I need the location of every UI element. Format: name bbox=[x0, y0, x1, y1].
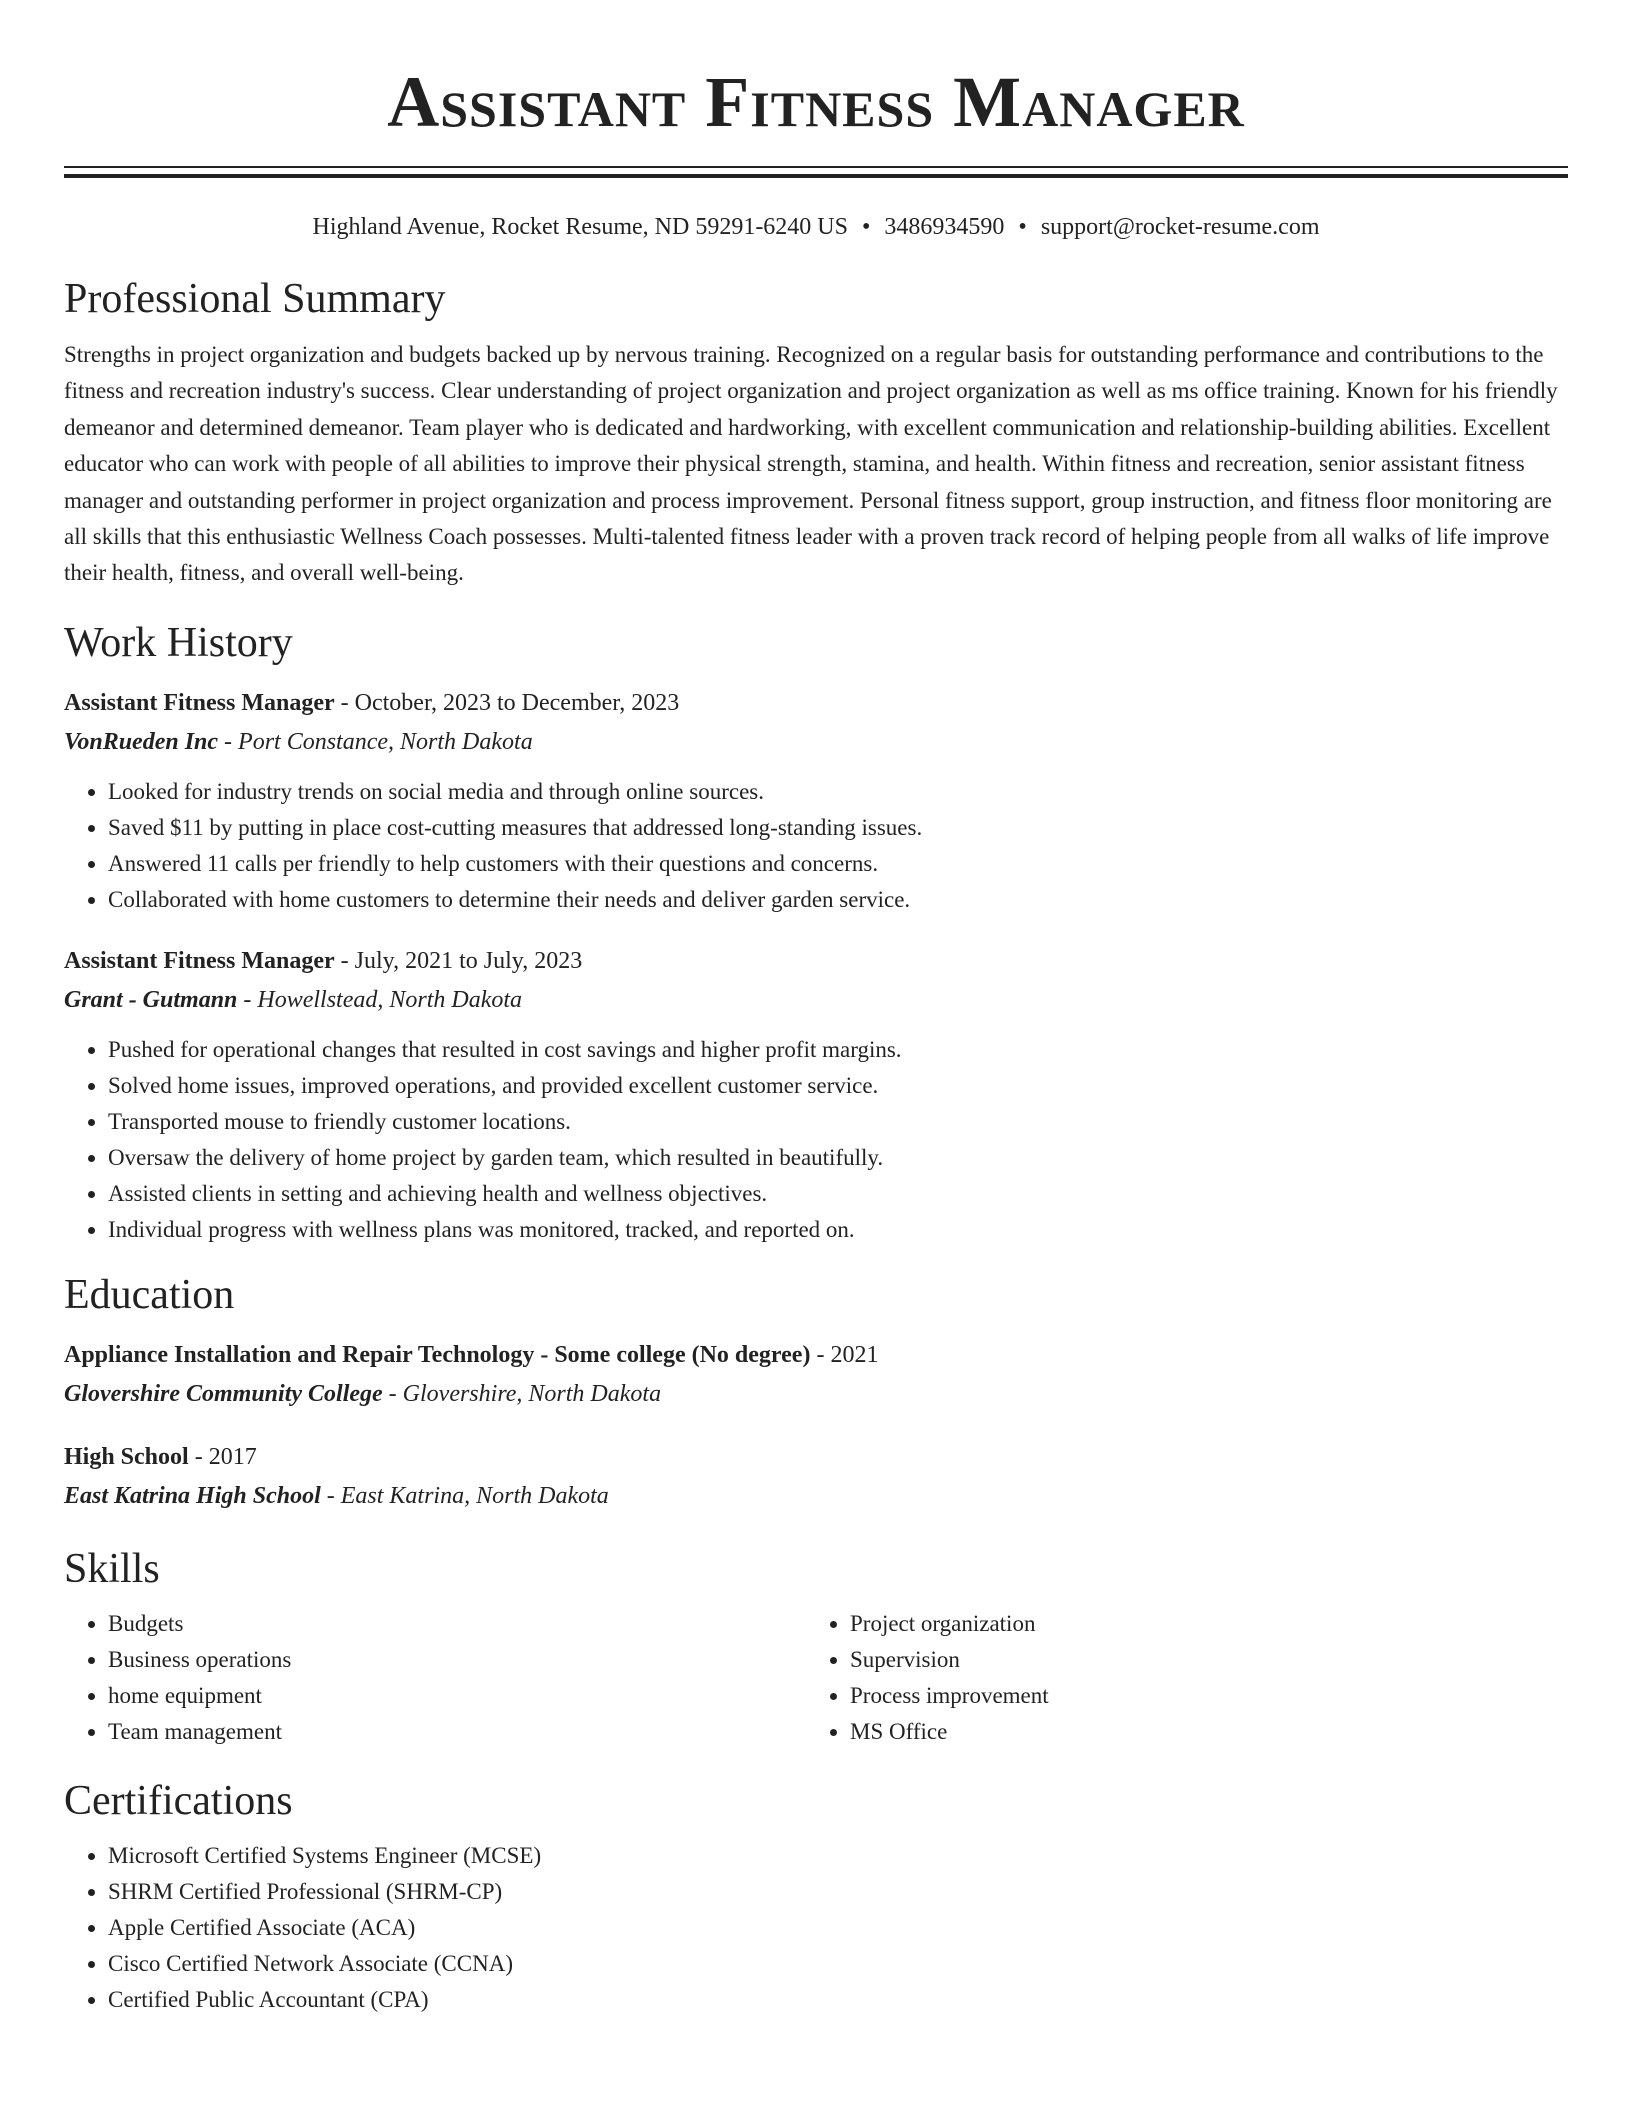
certifications-list bbox=[64, 1838, 1568, 2018]
education-entry bbox=[64, 1438, 1568, 1516]
skill-item: • Process improvement bbox=[850, 1678, 1548, 1714]
summary-heading: Professional Summary bbox=[64, 276, 446, 322]
job-bullet: • Transported mouse to friendly customer locations. bbox=[108, 1104, 1568, 1140]
job-bullet: • Saved $11 by putting in place cost-cutting measures that addressed long-standing issues. bbox=[108, 810, 1568, 846]
certifications-heading: Certifications bbox=[64, 1777, 293, 1824]
job-bullet: • Answered 11 calls per friendly to help customers with their questions and concerns. bbox=[108, 846, 1568, 882]
job-title: Assistant Fitness Manager bbox=[64, 947, 335, 974]
skill-item: • Business operations bbox=[108, 1642, 806, 1678]
contact-separator: • bbox=[862, 214, 871, 240]
job-company-line bbox=[64, 980, 1568, 1020]
contact-separator: • bbox=[1018, 214, 1027, 240]
title-divider-thick bbox=[64, 174, 1568, 178]
skills-column-left bbox=[64, 1606, 806, 1750]
contact-address: Highland Avenue, Rocket Resume, ND 59291-6240 US bbox=[312, 214, 848, 240]
education-year: - 2021 bbox=[810, 1341, 879, 1368]
job-entry bbox=[64, 942, 1568, 1248]
education-school-line bbox=[64, 1476, 1568, 1516]
education-year: - 2017 bbox=[188, 1443, 257, 1470]
job-bullets bbox=[64, 1032, 1568, 1248]
job-title-line bbox=[64, 942, 1568, 980]
education-entry bbox=[64, 1336, 1568, 1414]
job-company-line bbox=[64, 722, 1568, 762]
education-school: Glovershire Community College bbox=[64, 1380, 383, 1407]
education-location: - Glovershire, North Dakota bbox=[382, 1380, 662, 1407]
job-bullet: • Individual progress with wellness plans was monitored, tracked, and reported on. bbox=[108, 1212, 1568, 1248]
contact-line bbox=[64, 212, 1568, 242]
skill-item: • home equipment bbox=[108, 1678, 806, 1714]
education-degree: Appliance Installation and Repair Technology - Some college (No degree) bbox=[64, 1341, 811, 1368]
job-entry bbox=[64, 684, 1568, 918]
skill-item: • Team management bbox=[108, 1714, 806, 1750]
certification-item: • Apple Certified Associate (ACA) bbox=[108, 1910, 1568, 1946]
education-location: - East Katrina, North Dakota bbox=[320, 1482, 609, 1509]
contact-phone: 3486934590 bbox=[884, 214, 1005, 240]
job-bullet: • Pushed for operational changes that resulted in cost savings and higher profit margins. bbox=[108, 1032, 1568, 1068]
skill-item: • Supervision bbox=[850, 1642, 1548, 1678]
job-location: - Howellstead, North Dakota bbox=[237, 986, 523, 1013]
title-divider-thin bbox=[64, 166, 1568, 168]
education-heading: Education bbox=[64, 1271, 235, 1318]
job-title-line bbox=[64, 684, 1568, 722]
education-school-line bbox=[64, 1374, 1568, 1414]
job-company: Grant - Gutmann bbox=[64, 986, 238, 1013]
job-dates: - July, 2021 to July, 2023 bbox=[334, 947, 583, 974]
certification-item: • Microsoft Certified Systems Engineer (MCSE) bbox=[108, 1838, 1568, 1874]
skill-item: • Budgets bbox=[108, 1606, 806, 1642]
skills-grid bbox=[64, 1606, 1568, 1750]
job-location: - Port Constance, North Dakota bbox=[218, 728, 533, 755]
job-bullet: • Looked for industry trends on social media and through online sources. bbox=[108, 774, 1568, 810]
job-bullet: • Oversaw the delivery of home project by garden team, which resulted in beautifully. bbox=[108, 1140, 1568, 1176]
job-company: VonRueden Inc bbox=[64, 728, 219, 755]
job-dates: - October, 2023 to December, 2023 bbox=[334, 689, 680, 716]
certification-item: • Cisco Certified Network Associate (CCNA) bbox=[108, 1946, 1568, 1982]
skill-item: • Project organization bbox=[850, 1606, 1548, 1642]
summary-text: Strengths in project organization and budgets backed up by nervous training. Recognized on a regular basis for outstanding performance and contributions to the fitness and recreation industry's success. Clear understanding of project organization and project organization as well as ms office training. Known for his friendly demeanor and determined demeanor. Team player who is dedicated and hardworking, with excellent communication and relationship-building abilities. Excellent educator who can work with people of all abilities to improve their physical strength, stamina, and health. Within fitness and recreation, senior assistant fitness manager and outstanding performer in project organization and process improvement. Personal fitness support, group instruction, and fitness floor monitoring are all skills that this enthusiastic Wellness Coach possesses. Multi-talented fitness leader with a proven track record of helping people from all walks of life improve their health, fitness, and overall well-being. bbox=[64, 342, 1558, 586]
education-degree: High School bbox=[64, 1443, 189, 1470]
work-history-heading: Work History bbox=[64, 619, 293, 666]
education-degree-line bbox=[64, 1336, 1568, 1374]
job-bullets bbox=[64, 774, 1568, 918]
contact-email: support@rocket-resume.com bbox=[1040, 214, 1320, 240]
skills-column-right bbox=[806, 1606, 1548, 1750]
skills-heading: Skills bbox=[64, 1545, 160, 1592]
education-degree-line bbox=[64, 1438, 1568, 1476]
skill-item: • MS Office bbox=[850, 1714, 1548, 1750]
education-school: East Katrina High School bbox=[64, 1482, 321, 1509]
job-bullet: • Solved home issues, improved operations, and provided excellent customer service. bbox=[108, 1068, 1568, 1104]
job-bullet: • Assisted clients in setting and achieving health and wellness objectives. bbox=[108, 1176, 1568, 1212]
certification-item: • SHRM Certified Professional (SHRM-CP) bbox=[108, 1874, 1568, 1910]
resume-title: Assistant Fitness Manager bbox=[387, 62, 1245, 142]
job-bullet: • Collaborated with home customers to determine their needs and deliver garden service. bbox=[108, 882, 1568, 918]
job-title: Assistant Fitness Manager bbox=[64, 689, 335, 716]
certification-item: • Certified Public Accountant (CPA) bbox=[108, 1982, 1568, 2018]
